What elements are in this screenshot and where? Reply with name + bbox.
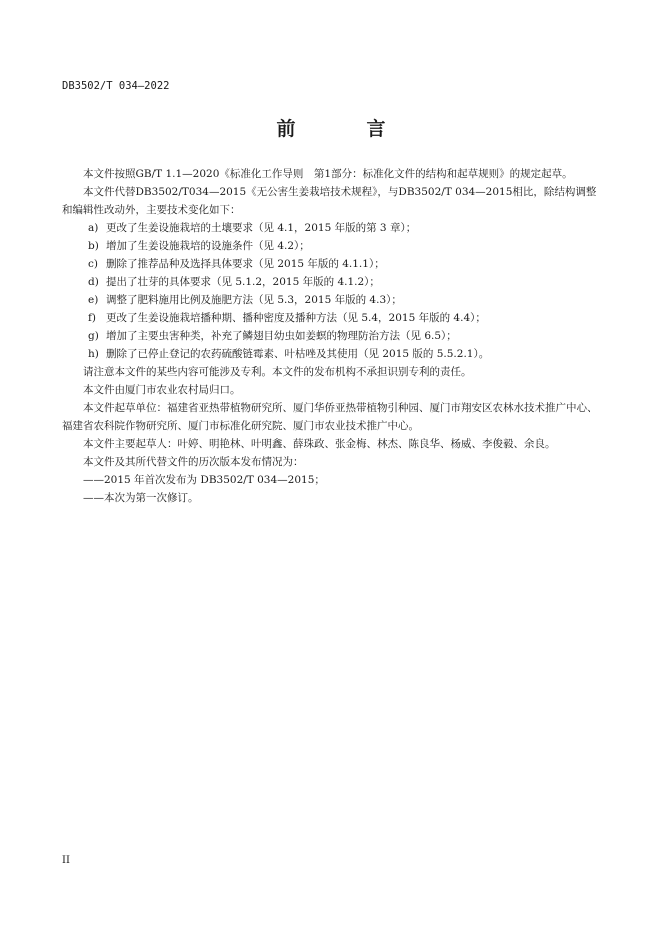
change-item	[62, 273, 602, 291]
change-item-text: 调整了肥料施用比例及施肥方法（见 5.3，2015 年版的 4.3）；	[106, 294, 402, 306]
document-number: DB3502/T 034—2022	[62, 80, 170, 92]
paragraph-patent-notice: 请注意本文件的某些内容可能涉及专利。本文件的发布机构不承担识别专利的责任。	[83, 366, 472, 378]
change-item	[62, 327, 602, 345]
change-item-label: b)	[88, 240, 99, 252]
change-item-label: g)	[88, 330, 99, 342]
change-item-text: 增加了主要虫害种类，补充了鳞翅目幼虫如姜螟的物理防治方法（见 6.5）；	[106, 330, 457, 342]
change-item-text: 删除了推荐品种及选择具体要求（见 2015 年版的 4.1.1）；	[106, 258, 385, 270]
paragraph-drafters: 本文件主要起草人：叶婷、明艳林、叶明鑫、薛珠政、张金梅、林杰、陈良华、杨威、李俊毅、余良。	[83, 438, 556, 450]
change-item-label: e)	[88, 294, 99, 306]
change-item-label: f)	[88, 312, 96, 324]
change-item-text: 更改了生姜设施栽培的土壤要求（见 4.1，2015 年版的第 3 章）；	[106, 222, 417, 234]
change-item	[62, 219, 602, 237]
change-item	[62, 345, 602, 363]
change-item-label: c)	[88, 258, 98, 270]
change-item-label: d)	[88, 276, 99, 288]
change-item	[62, 291, 602, 309]
change-item-label: h)	[88, 348, 99, 360]
change-item-text: 更改了生姜设施栽培播种期、播种密度及播种方法（见 5.4，2015 年版的 4.4）；	[106, 312, 486, 324]
paragraph-authority: 本文件由厦门市农业农村局归口。	[83, 384, 241, 396]
foreword-body	[62, 165, 602, 507]
change-item-text: 提出了壮芽的具体要求（见 5.1.2，2015 年版的 4.1.2）；	[106, 276, 380, 288]
page-title: 前 言	[276, 118, 412, 140]
page-number: II	[62, 855, 70, 866]
change-item-label: a)	[88, 222, 99, 234]
change-item-text: 增加了生姜设施栽培的设施条件（见 4.2）；	[106, 240, 310, 252]
paragraph-history-intro: 本文件及其所代替文件的历次版本发布情况为：	[83, 456, 304, 468]
change-item	[62, 309, 602, 327]
change-item-text: 删除了已停止登记的农药硫酸链霉素、叶枯唑及其使用（见 2015 版的 5.5.2.1）。	[106, 348, 490, 360]
change-item	[62, 255, 602, 273]
paragraph-replacement: 本文件代替DB3502/T034—2015《无公害生姜栽培技术规程》，与DB3502/T 034—2015相比，除结构调整和编辑性改动外，主要技术变化如下：	[62, 186, 597, 216]
paragraph-drafting-basis: 本文件按照GB/T 1.1—2020《标准化工作导则 第1部分：标准化文件的结构和起草规则》的规定起草。	[83, 168, 573, 180]
change-item	[62, 237, 602, 255]
paragraph-drafting-units: 本文件起草单位：福建省亚热带植物研究所、厦门华侨亚热带植物引种园、厦门市翔安区农林水技术推广中心、福建省农科院作物研究所、厦门市标准化研究院、厦门市农业技术推广中心。	[62, 402, 598, 432]
history-entry: ——本次为第一次修订。	[83, 492, 199, 504]
history-entry: ——2015 年首次发布为 DB3502/T 034—2015；	[83, 474, 325, 486]
